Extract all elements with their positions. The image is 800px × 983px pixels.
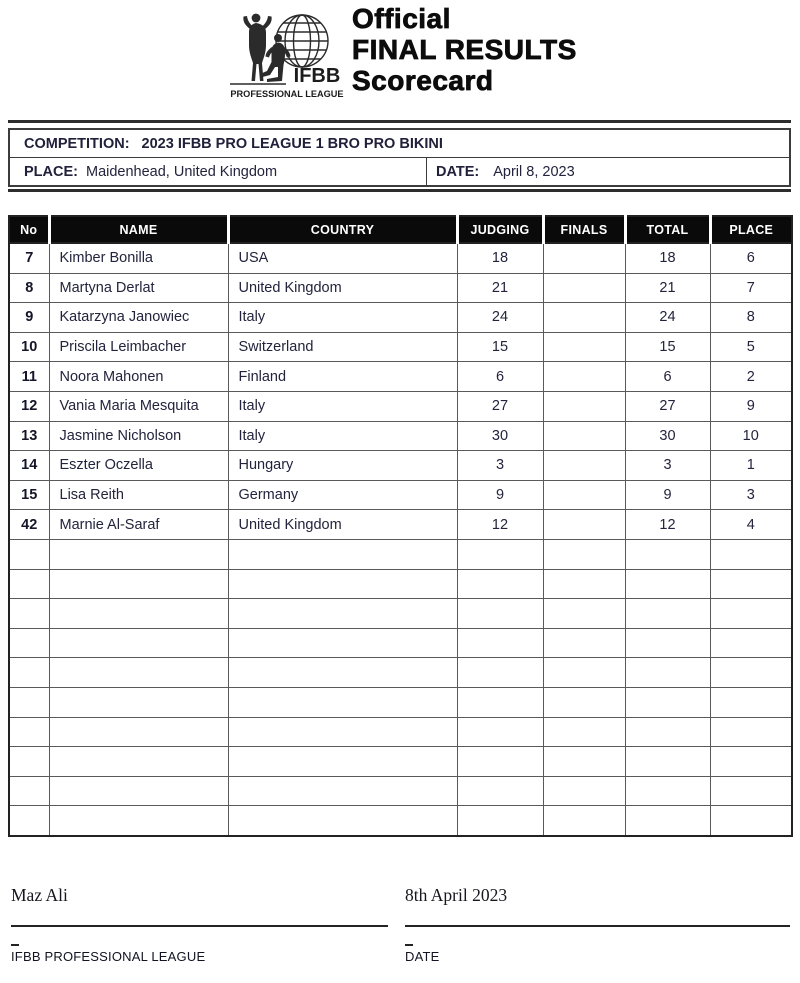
cell-finals bbox=[543, 776, 625, 806]
cell-place bbox=[710, 539, 792, 569]
place-label: PLACE: bbox=[24, 164, 78, 180]
cell-total bbox=[625, 628, 710, 658]
table-row-empty bbox=[9, 539, 792, 569]
cell-country: Switzerland bbox=[228, 332, 457, 362]
place-value: Maidenhead, United Kingdom bbox=[85, 164, 278, 180]
cell-finals bbox=[543, 243, 625, 273]
cell-judging bbox=[457, 717, 543, 747]
cell-no: 11 bbox=[9, 362, 49, 392]
cell-country bbox=[228, 687, 457, 717]
cell-judging bbox=[457, 776, 543, 806]
cell-country bbox=[228, 599, 457, 629]
cell-place: 3 bbox=[710, 480, 792, 510]
table-row-empty bbox=[9, 747, 792, 777]
cell-judging bbox=[457, 628, 543, 658]
cell-name: Katarzyna Janowiec bbox=[49, 303, 228, 333]
cell-total bbox=[625, 806, 710, 836]
cell-judging bbox=[457, 658, 543, 688]
cell-total bbox=[625, 658, 710, 688]
cell-finals bbox=[543, 717, 625, 747]
cell-country: Italy bbox=[228, 303, 457, 333]
cell-total: 15 bbox=[625, 332, 710, 362]
cell-total: 24 bbox=[625, 303, 710, 333]
table-row-empty bbox=[9, 599, 792, 629]
cell-finals bbox=[543, 599, 625, 629]
table-row bbox=[9, 510, 792, 540]
date-value: April 8, 2023 bbox=[493, 164, 575, 180]
cell-country bbox=[228, 747, 457, 777]
cell-name bbox=[49, 717, 228, 747]
cell-judging bbox=[457, 687, 543, 717]
cell-place bbox=[710, 747, 792, 777]
title-line-2: FINAL RESULTS bbox=[352, 34, 577, 65]
cell-place: 8 bbox=[710, 303, 792, 333]
cell-no bbox=[9, 599, 49, 629]
cell-total: 6 bbox=[625, 362, 710, 392]
cell-finals bbox=[543, 747, 625, 777]
date-line bbox=[405, 925, 790, 927]
cell-no bbox=[9, 539, 49, 569]
results-table-header bbox=[9, 216, 792, 243]
cell-no bbox=[9, 569, 49, 599]
cell-total: 3 bbox=[625, 451, 710, 481]
cell-place bbox=[710, 687, 792, 717]
cell-place bbox=[710, 717, 792, 747]
cell-judging bbox=[457, 599, 543, 629]
table-row-empty bbox=[9, 717, 792, 747]
cell-finals bbox=[543, 628, 625, 658]
column-header-total: TOTAL bbox=[625, 216, 710, 243]
table-row bbox=[9, 421, 792, 451]
cell-place bbox=[710, 776, 792, 806]
cell-place: 10 bbox=[710, 421, 792, 451]
cell-finals bbox=[543, 569, 625, 599]
cell-finals bbox=[543, 421, 625, 451]
cell-no: 15 bbox=[9, 480, 49, 510]
title-line-1: Official bbox=[352, 3, 451, 34]
cell-judging: 30 bbox=[457, 421, 543, 451]
cell-total: 21 bbox=[625, 273, 710, 303]
cell-country: Hungary bbox=[228, 451, 457, 481]
cell-name bbox=[49, 806, 228, 836]
cell-place: 9 bbox=[710, 391, 792, 421]
cell-total: 9 bbox=[625, 480, 710, 510]
date-label: DATE: bbox=[436, 164, 480, 180]
competition-row bbox=[10, 130, 789, 158]
cell-country: USA bbox=[228, 243, 457, 273]
title-line-3: Scorecard bbox=[352, 65, 494, 96]
table-row bbox=[9, 480, 792, 510]
cell-judging: 9 bbox=[457, 480, 543, 510]
table-row bbox=[9, 303, 792, 333]
cell-no bbox=[9, 717, 49, 747]
cell-total: 18 bbox=[625, 243, 710, 273]
bottom-rule bbox=[8, 189, 791, 192]
cell-judging: 18 bbox=[457, 243, 543, 273]
ifbb-globe-athletes-icon bbox=[226, 5, 348, 103]
column-header-finals: FINALS bbox=[543, 216, 625, 243]
cell-no bbox=[9, 687, 49, 717]
cell-judging: 27 bbox=[457, 391, 543, 421]
cell-finals bbox=[543, 391, 625, 421]
cell-name: Marnie Al-Saraf bbox=[49, 510, 228, 540]
cell-total: 27 bbox=[625, 391, 710, 421]
cell-place: 4 bbox=[710, 510, 792, 540]
ifbb-logo bbox=[226, 5, 348, 103]
cell-total bbox=[625, 599, 710, 629]
cell-country: United Kingdom bbox=[228, 273, 457, 303]
cell-no: 14 bbox=[9, 451, 49, 481]
cell-country bbox=[228, 717, 457, 747]
cell-no bbox=[9, 806, 49, 836]
cell-no: 9 bbox=[9, 303, 49, 333]
date-line-label: DATE bbox=[405, 949, 440, 964]
cell-total: 12 bbox=[625, 510, 710, 540]
cell-total bbox=[625, 776, 710, 806]
cell-judging bbox=[457, 569, 543, 599]
table-row bbox=[9, 332, 792, 362]
results-table bbox=[8, 215, 793, 837]
cell-judging: 21 bbox=[457, 273, 543, 303]
place-cell bbox=[10, 158, 427, 186]
cell-place bbox=[710, 628, 792, 658]
table-row-empty bbox=[9, 776, 792, 806]
cell-judging bbox=[457, 539, 543, 569]
place-date-row bbox=[10, 158, 789, 186]
cell-finals bbox=[543, 451, 625, 481]
signatory-label: IFBB PROFESSIONAL LEAGUE bbox=[11, 949, 206, 964]
cell-finals bbox=[543, 362, 625, 392]
cell-no: 42 bbox=[9, 510, 49, 540]
cell-judging: 24 bbox=[457, 303, 543, 333]
table-row-empty bbox=[9, 569, 792, 599]
table-row-empty bbox=[9, 687, 792, 717]
cell-no: 12 bbox=[9, 391, 49, 421]
cell-finals bbox=[543, 539, 625, 569]
cell-total bbox=[625, 687, 710, 717]
cell-name bbox=[49, 539, 228, 569]
cell-country: Italy bbox=[228, 391, 457, 421]
cell-place: 7 bbox=[710, 273, 792, 303]
cell-no: 13 bbox=[9, 421, 49, 451]
cell-place: 5 bbox=[710, 332, 792, 362]
cell-judging bbox=[457, 806, 543, 836]
cell-country bbox=[228, 539, 457, 569]
cell-judging: 6 bbox=[457, 362, 543, 392]
column-header-judging: JUDGING bbox=[457, 216, 543, 243]
cell-name: Noora Mahonen bbox=[49, 362, 228, 392]
competition-label: COMPETITION: bbox=[24, 135, 130, 152]
cell-name bbox=[49, 569, 228, 599]
cell-finals bbox=[543, 273, 625, 303]
cell-no: 7 bbox=[9, 243, 49, 273]
cell-place bbox=[710, 569, 792, 599]
ifbb-logo-league-text: PROFESSIONAL LEAGUE bbox=[230, 89, 344, 99]
cell-finals bbox=[543, 480, 625, 510]
document-title bbox=[352, 3, 577, 96]
cell-country: United Kingdom bbox=[228, 510, 457, 540]
cell-name bbox=[49, 658, 228, 688]
cell-judging: 12 bbox=[457, 510, 543, 540]
competition-info-box bbox=[8, 128, 791, 187]
cell-name bbox=[49, 747, 228, 777]
cell-no: 8 bbox=[9, 273, 49, 303]
cell-name bbox=[49, 776, 228, 806]
date-tick-mark bbox=[405, 944, 413, 946]
cell-finals bbox=[543, 303, 625, 333]
competition-value: 2023 IFBB PRO LEAGUE 1 BRO PRO BIKINI bbox=[141, 135, 443, 152]
cell-name: Priscila Leimbacher bbox=[49, 332, 228, 362]
signature-tick-mark bbox=[11, 944, 19, 946]
cell-judging: 3 bbox=[457, 451, 543, 481]
cell-country: Finland bbox=[228, 362, 457, 392]
table-row bbox=[9, 362, 792, 392]
ifbb-logo-text: IFBB bbox=[293, 65, 341, 87]
cell-name: Lisa Reith bbox=[49, 480, 228, 510]
cell-place: 2 bbox=[710, 362, 792, 392]
cell-total: 30 bbox=[625, 421, 710, 451]
cell-finals bbox=[543, 510, 625, 540]
column-header-name: NAME bbox=[49, 216, 228, 243]
cell-country: Italy bbox=[228, 421, 457, 451]
date-cell bbox=[427, 158, 789, 186]
cell-country bbox=[228, 569, 457, 599]
cell-name: Martyna Derlat bbox=[49, 273, 228, 303]
results-table-body bbox=[9, 243, 792, 836]
cell-total bbox=[625, 569, 710, 599]
signature-block-official bbox=[11, 885, 388, 970]
cell-finals bbox=[543, 687, 625, 717]
table-row bbox=[9, 391, 792, 421]
cell-name: Jasmine Nicholson bbox=[49, 421, 228, 451]
cell-finals bbox=[543, 806, 625, 836]
cell-name: Kimber Bonilla bbox=[49, 243, 228, 273]
cell-no bbox=[9, 658, 49, 688]
table-row-empty bbox=[9, 628, 792, 658]
cell-no: 10 bbox=[9, 332, 49, 362]
cell-place bbox=[710, 599, 792, 629]
cell-total bbox=[625, 717, 710, 747]
table-row bbox=[9, 243, 792, 273]
cell-name: Vania Maria Mesquita bbox=[49, 391, 228, 421]
cell-name bbox=[49, 628, 228, 658]
cell-place: 6 bbox=[710, 243, 792, 273]
signature-date-value: 8th April 2023 bbox=[405, 885, 508, 905]
cell-country: Germany bbox=[228, 480, 457, 510]
table-row bbox=[9, 273, 792, 303]
top-rule bbox=[8, 120, 791, 123]
column-header-country: COUNTRY bbox=[228, 216, 457, 243]
cell-country bbox=[228, 628, 457, 658]
cell-finals bbox=[543, 332, 625, 362]
signature-block-date bbox=[405, 885, 790, 970]
signatory-name: Maz Ali bbox=[11, 885, 68, 905]
cell-judging bbox=[457, 747, 543, 777]
cell-place bbox=[710, 806, 792, 836]
cell-name bbox=[49, 599, 228, 629]
table-row-empty bbox=[9, 658, 792, 688]
cell-finals bbox=[543, 658, 625, 688]
column-header-no: No bbox=[9, 216, 49, 243]
cell-country bbox=[228, 658, 457, 688]
cell-total bbox=[625, 539, 710, 569]
cell-name bbox=[49, 687, 228, 717]
table-row-empty bbox=[9, 806, 792, 836]
signature-line bbox=[11, 925, 388, 927]
cell-name: Eszter Oczella bbox=[49, 451, 228, 481]
cell-place bbox=[710, 658, 792, 688]
column-header-place: PLACE bbox=[710, 216, 792, 243]
table-row bbox=[9, 451, 792, 481]
cell-country bbox=[228, 806, 457, 836]
cell-place: 1 bbox=[710, 451, 792, 481]
cell-no bbox=[9, 747, 49, 777]
cell-country bbox=[228, 776, 457, 806]
cell-no bbox=[9, 628, 49, 658]
cell-no bbox=[9, 776, 49, 806]
cell-total bbox=[625, 747, 710, 777]
cell-judging: 15 bbox=[457, 332, 543, 362]
